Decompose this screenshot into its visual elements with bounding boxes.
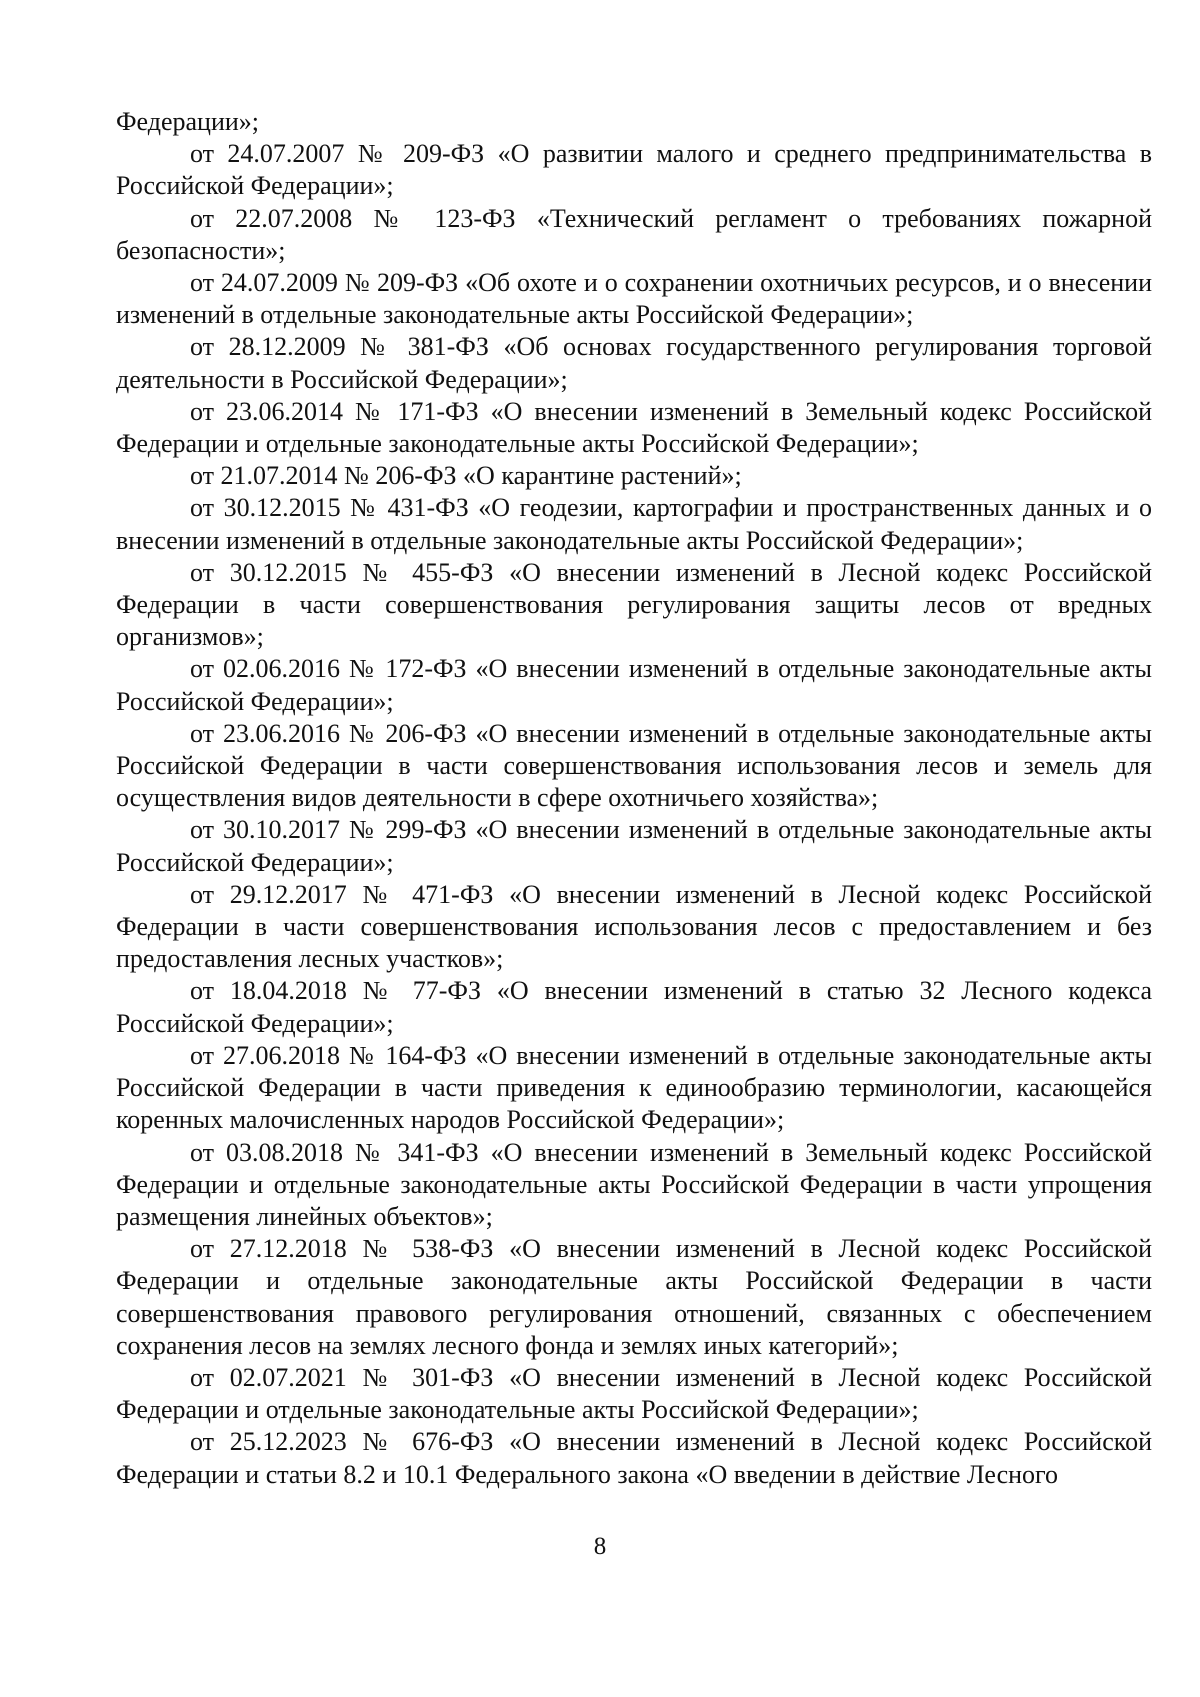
paragraph-law-206-2014: от 21.07.2014 № 206-ФЗ «О карантине растений»; [190,461,742,491]
document-body [116,106,1152,1491]
paragraph-continuation: Федерации»; [116,107,260,136]
paragraph-law-171-2014: от 23.06.2014 № 171-ФЗ «О внесении изменений в Земельный кодекс Российской Федерации и отдельные законодательные акты Российской Федерации»; [116,396,1152,459]
paragraph-law-164-2018: от 27.06.2018 № 164-ФЗ «О внесении изменений в отдельные законодательные акты Российской Федерации в части приведения к единообразию терминологии, касающейся коренных малочисленных народов Российской Федерации»; [116,1040,1152,1135]
paragraph-law-341-2018: от 03.08.2018 № 341-ФЗ «О внесении изменений в Земельный кодекс Российской Федерации и отдельные законодательные акты Российской Федерации в части упрощения размещения линейных объектов»; [116,1137,1152,1231]
paragraph-law-471-2017: от 29.12.2017 № 471-ФЗ «О внесении изменений в Лесной кодекс Российской Федерации в части совершенствования использования лесов с предоставлением и без предоставления лесных участков»; [116,879,1152,974]
paragraph-law-381-2009: от 28.12.2009 № 381-ФЗ «Об основах государственного регулирования торговой деятельности в Российской Федерации»; [116,332,1152,394]
paragraph-law-538-2018: от 27.12.2018 № 538-ФЗ «О внесении изменений в Лесной кодекс Российской Федерации и отдельные законодательные акты Российской Федерации в части совершенствования правового регулирования отношений, связанных с обеспечением сохранения лесов на землях лесного фонда и землях иных категорий»; [116,1234,1152,1360]
paragraph-law-455-2015: от 30.12.2015 № 455-ФЗ «О внесении изменений в Лесной кодекс Российской Федерации в части совершенствования регулирования защиты лесов от вредных организмов»; [116,557,1152,652]
paragraph-law-123-2008: от 22.07.2008 № 123-ФЗ «Технический регламент о требованиях пожарной безопасности»; [116,203,1152,265]
paragraph-law-77-2018: от 18.04.2018 № 77-ФЗ «О внесении изменений в статью 32 Лесного кодекса Российской Федерации»; [116,976,1152,1038]
paragraph-law-301-2021: от 02.07.2021 № 301-ФЗ «О внесении изменений в Лесной кодекс Российской Федерации и отдельные законодательные акты Российской Федерации»; [116,1362,1152,1425]
paragraph-law-172-2016: от 02.06.2016 № 172-ФЗ «О внесении изменений в отдельные законодательные акты Российской Федерации»; [116,654,1152,716]
paragraph-law-431-2015: от 30.12.2015 № 431-ФЗ «О геодезии, картографии и пространственных данных и о внесении изменений в отдельные законодательные акты Российской Федерации»; [116,493,1152,555]
page-number: 8 [593,1533,607,1560]
paragraph-law-209-2009: от 24.07.2009 № 209-ФЗ «Об охоте и о сохранении охотничьих ресурсов, и о внесении изменений в отдельные законодательные акты Российской Федерации»; [116,268,1152,330]
paragraph-law-299-2017: от 30.10.2017 № 299-ФЗ «О внесении изменений в отдельные законодательные акты Российской Федерации»; [116,815,1152,877]
paragraph-law-209-2007: от 24.07.2007 № 209-ФЗ «О развитии малого и среднего предпринимательства в Российской Федерации»; [116,139,1152,201]
paragraph-law-676-2023: от 25.12.2023 № 676-ФЗ «О внесении изменений в Лесной кодекс Российской Федерации и статьи 8.2 и 10.1 Федерального закона «О введении в действие Лесного [116,1427,1152,1489]
paragraph-law-206-2016: от 23.06.2016 № 206-ФЗ «О внесении изменений в отдельные законодательные акты Российской Федерации в части совершенствования использования лесов и земель для осуществления видов деятельности в сфере охотничьего хозяйства»; [116,718,1152,813]
